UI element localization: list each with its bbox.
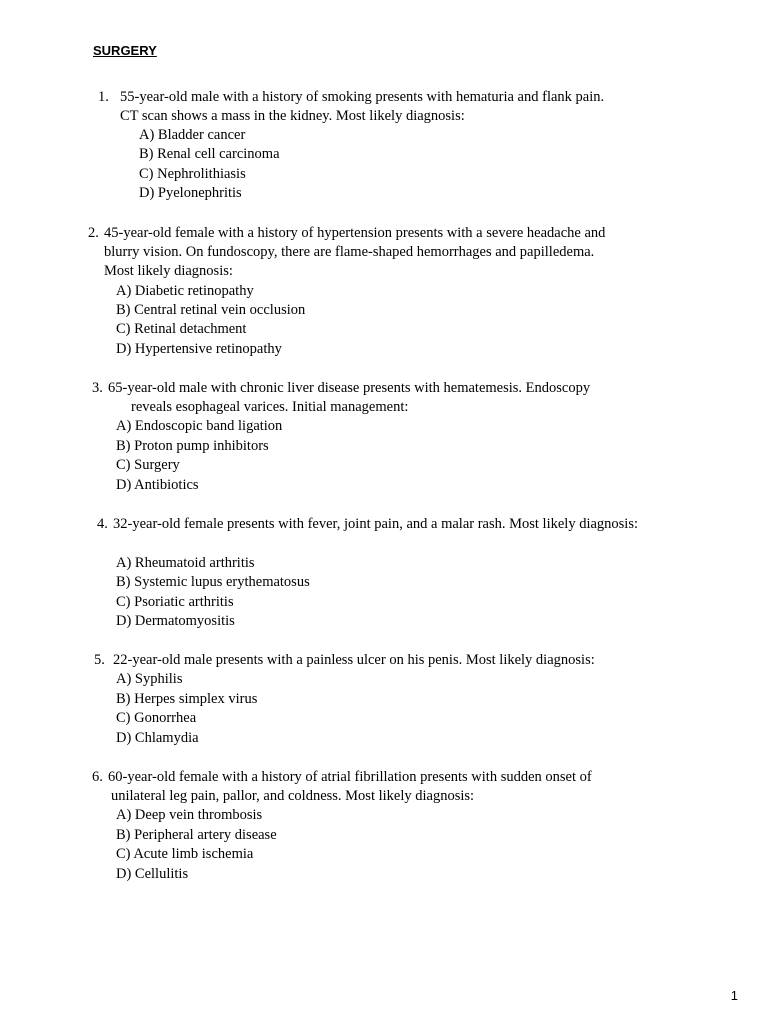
answer-option: C) Surgery [116,457,180,473]
answer-option: A) Rheumatoid arthritis [116,555,255,571]
answer-option: A) Bladder cancer [139,127,246,143]
question-stem-line: 45-year-old female with a history of hypertension presents with a severe headache and [104,225,606,241]
question-stem-line: unilateral leg pain, pallor, and coldness. Most likely diagnosis: [111,788,475,804]
answer-option: B) Systemic lupus erythematosus [116,574,310,590]
question-stem-line: 22-year-old male presents with a painless ulcer on his penis. Most likely diagnosis: [113,652,595,668]
answer-option: A) Syphilis [116,671,183,687]
question-stem-line: 32-year-old female presents with fever, joint pain, and a malar rash. Most likely diagnosis: [113,516,639,532]
answer-option: C) Retinal detachment [116,321,247,337]
answer-option: B) Renal cell carcinoma [139,146,280,162]
page-heading: SURGERY [93,43,157,58]
question-number: 3. [92,380,103,396]
page-number: 1 [730,988,738,1003]
answer-option: A) Endoscopic band ligation [116,418,283,434]
question-number: 1. [98,89,109,105]
answer-option: D) Chlamydia [116,730,199,746]
answer-option: A) Diabetic retinopathy [116,283,254,299]
question-number: 5. [94,652,105,668]
answer-option: C) Acute limb ischemia [116,846,254,862]
answer-option: A) Deep vein thrombosis [116,807,263,823]
question-number: 2. [88,225,99,241]
answer-option: D) Antibiotics [116,477,199,493]
answer-option: C) Gonorrhea [116,710,197,726]
answer-option: C) Nephrolithiasis [139,166,246,182]
answer-option: C) Psoriatic arthritis [116,594,234,610]
answer-option: B) Peripheral artery disease [116,827,277,843]
question-number: 4. [97,516,108,532]
answer-option: D) Hypertensive retinopathy [116,341,282,357]
question-stem-line: 55-year-old male with a history of smoking presents with hematuria and flank pain. [120,89,605,105]
question-stem-line: CT scan shows a mass in the kidney. Most likely diagnosis: [120,108,465,124]
answer-option: D) Cellulitis [116,866,189,882]
question-stem-line: 65-year-old male with chronic liver disease presents with hematemesis. Endoscopy [108,380,591,396]
question-stem-line: 60-year-old female with a history of atrial fibrillation presents with sudden onset of [108,769,592,785]
question-stem-line: blurry vision. On fundoscopy, there are flame-shaped hemorrhages and papilledema. [104,244,595,260]
answer-option: D) Pyelonephritis [139,185,242,201]
answer-option: B) Herpes simplex virus [116,691,258,707]
question-number: 6. [92,769,103,785]
question-stem-line: reveals esophageal varices. Initial management: [131,399,409,415]
answer-option: B) Central retinal vein occlusion [116,302,306,318]
answer-option: B) Proton pump inhibitors [116,438,269,454]
answer-option: D) Dermatomyositis [116,613,235,629]
question-stem-line: Most likely diagnosis: [104,263,233,279]
